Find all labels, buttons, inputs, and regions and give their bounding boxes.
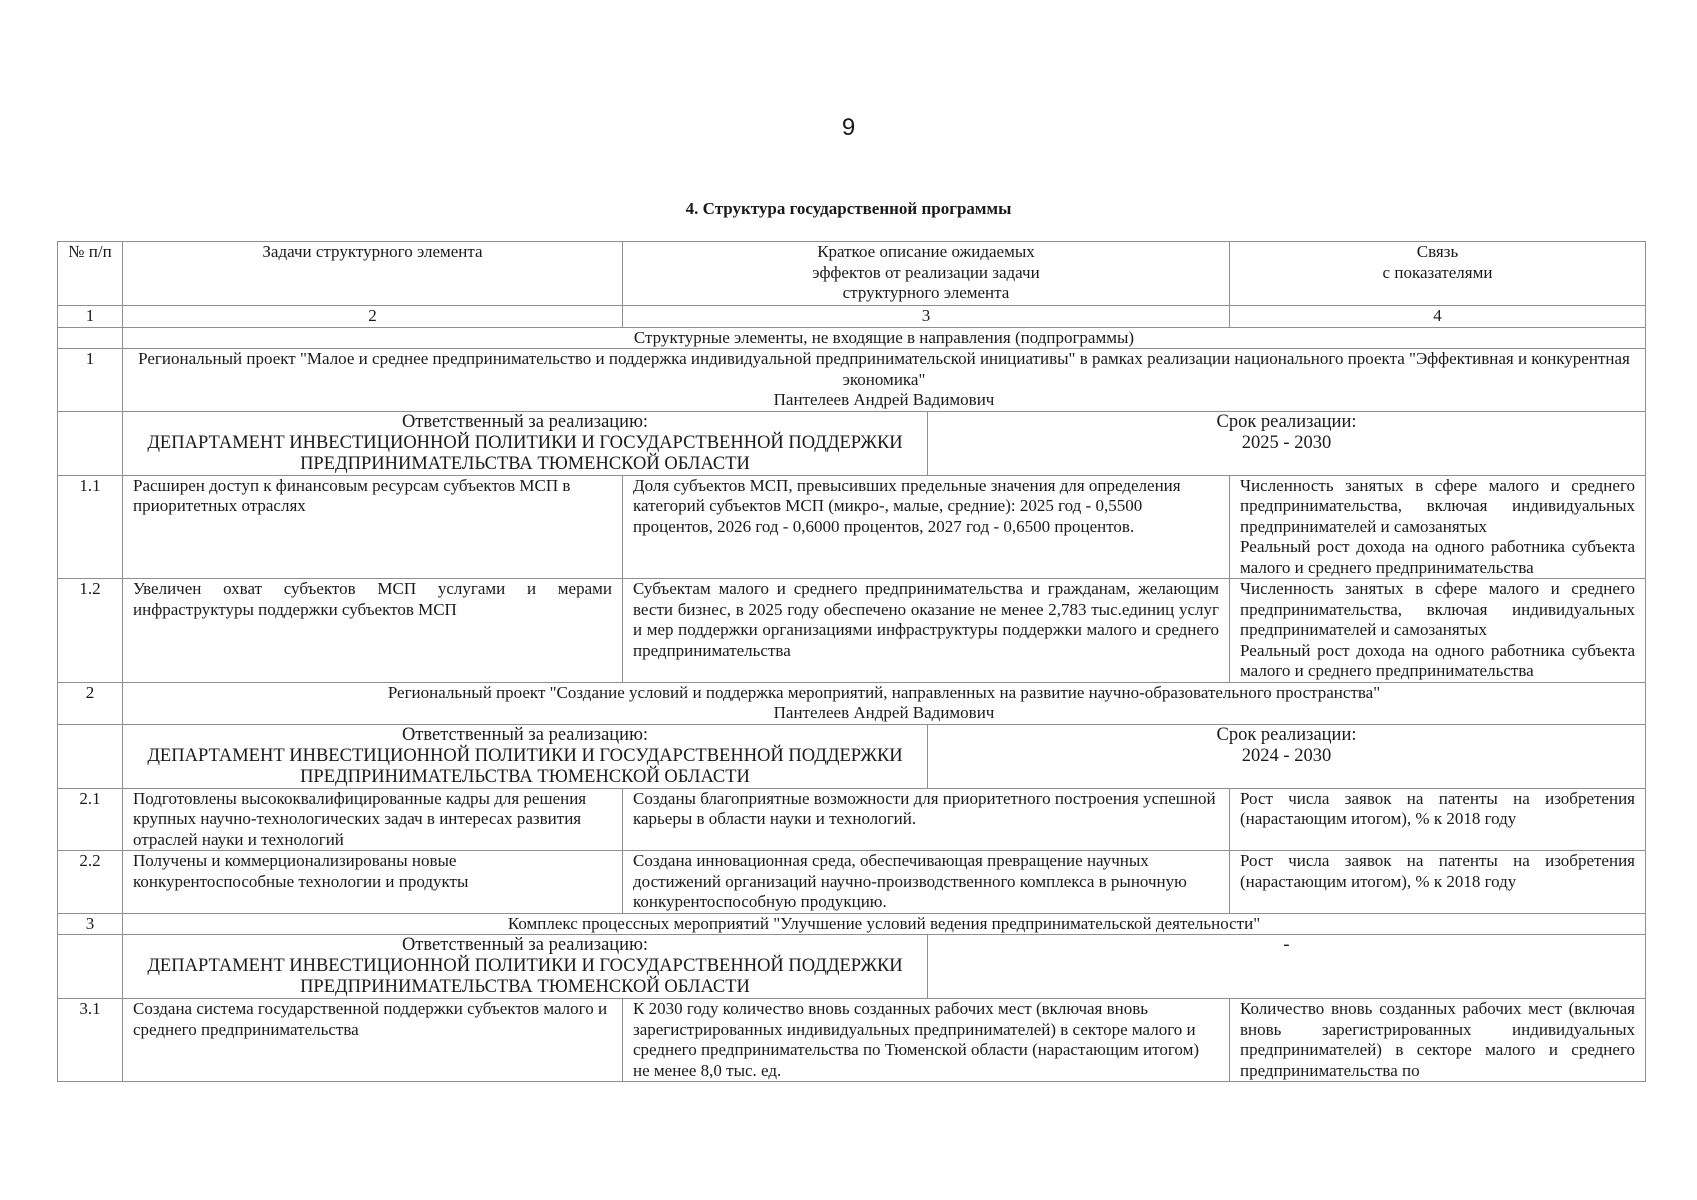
task-row xyxy=(58,788,1646,851)
task-row xyxy=(58,851,1646,914)
page-number: 9 xyxy=(841,114,856,141)
task-description: Расширен доступ к финансовым ресурсам субъектов МСП в приоритетных отраслях xyxy=(123,475,623,579)
empty-cell xyxy=(58,327,123,349)
indicator-cell xyxy=(1230,475,1646,579)
project-header-row xyxy=(58,913,1646,935)
project-header-row xyxy=(58,349,1646,412)
responsible-cell xyxy=(123,935,928,999)
header-col-effect xyxy=(623,242,1230,306)
project-title-cell xyxy=(123,682,1646,724)
task-description: Получены и коммерционализированы новые конкурентоспособные технологии и продукты xyxy=(123,851,623,914)
task-number: 3.1 xyxy=(58,999,123,1082)
project-title-cell xyxy=(123,913,1646,935)
responsible-cell xyxy=(123,724,928,788)
responsible-cell xyxy=(123,411,928,475)
project-title: Региональный проект "Создание условий и поддержка мероприятий, направленных на развитие научно-образовательного пространства" xyxy=(387,682,1381,702)
indicator-text: Реальный рост дохода на одного работника субъекта малого и среднего предпринимательства xyxy=(1240,537,1635,577)
task-row xyxy=(58,579,1646,683)
column-number: 3 xyxy=(623,306,1230,328)
responsible-department: ДЕПАРТАМЕНТ ИНВЕСТИЦИОННОЙ ПОЛИТИКИ И ГОСУДАРСТВЕННОЙ ПОДДЕРЖКИ xyxy=(147,432,903,453)
header-col-number: № п/п xyxy=(58,242,123,306)
project-title: Региональный проект "Малое и среднее предпринимательство и поддержка индивидуальной предпринимательской инициативы" в рамках реализации национального проекта "Эффективная и конкурентная экономика" xyxy=(138,349,1630,389)
task-row xyxy=(58,999,1646,1082)
term-label: Срок реализации: xyxy=(1216,411,1357,432)
project-lead: Пантелеев Андрей Вадимович xyxy=(773,703,995,722)
responsible-department: ПРЕДПРИНИМАТЕЛЬСТВА ТЮМЕНСКОЙ ОБЛАСТИ xyxy=(300,766,750,787)
responsible-row xyxy=(58,411,1646,475)
indicator-cell xyxy=(1230,999,1646,1082)
term-cell xyxy=(928,411,1646,475)
header-col-effect-line: Краткое описание ожидаемых xyxy=(817,242,1035,261)
responsible-department: ПРЕДПРИНИМАТЕЛЬСТВА ТЮМЕНСКОЙ ОБЛАСТИ xyxy=(300,453,750,474)
indicator-text: Количество вновь созданных рабочих мест (включая вновь зарегистрированных индивидуальных предпринимателей) в секторе малого и среднего предпринимательства по xyxy=(1240,999,1635,1080)
header-col-indicator xyxy=(1230,242,1646,306)
header-col-indicator-line: Связь xyxy=(1416,242,1459,261)
indicator-cell xyxy=(1230,788,1646,851)
project-number: 3 xyxy=(58,913,123,935)
effect-description: Созданы благоприятные возможности для приоритетного построения успешной карьеры в области науки и технологий. xyxy=(623,788,1230,851)
responsible-department: ДЕПАРТАМЕНТ ИНВЕСТИЦИОННОЙ ПОЛИТИКИ И ГОСУДАРСТВЕННОЙ ПОДДЕРЖКИ xyxy=(147,745,903,766)
responsible-label: Ответственный за реализацию: xyxy=(401,411,649,432)
header-col-effect-line: эффектов от реализации задачи xyxy=(812,262,1040,282)
indicator-text: Численность занятых в сфере малого и среднего предпринимательства, включая индивидуальных предпринимателей и самозанятых xyxy=(1240,579,1635,639)
effect-description: Субъектам малого и среднего предпринимательства и гражданам, желающим вести бизнес, в 2025 году обеспечено оказание не менее 2,783 тыс.единиц услуг и мер поддержки организациями инфраструктуры поддержки малого и среднего предпринимательства xyxy=(623,579,1230,683)
term-value: 2024 - 2030 xyxy=(1241,745,1332,766)
task-description: Увеличен охват субъектов МСП услугами и мерами инфраструктуры поддержки субъектов МСП xyxy=(123,579,623,683)
indicator-text: Рост числа заявок на патенты на изобретения (нарастающим итогом), % к 2018 году xyxy=(1240,851,1635,891)
empty-cell xyxy=(58,724,123,788)
task-number: 1.2 xyxy=(58,579,123,683)
indicator-cell xyxy=(1230,851,1646,914)
effect-description: Создана инновационная среда, обеспечивающая превращение научных достижений организаций научно-производственного комплекса в рыночную конкурентоспособную продукцию. xyxy=(623,851,1230,914)
project-number: 2 xyxy=(58,682,123,724)
term-cell xyxy=(928,724,1646,788)
project-title: Комплекс процессных мероприятий "Улучшение условий ведения предпринимательской деятельности" xyxy=(507,913,1261,933)
project-header-row xyxy=(58,682,1646,724)
task-number: 1.1 xyxy=(58,475,123,579)
term-label: Срок реализации: xyxy=(1216,724,1357,745)
responsible-label: Ответственный за реализацию: xyxy=(401,935,649,955)
indicator-text: Реальный рост дохода на одного работника субъекта малого и среднего предпринимательства xyxy=(1240,640,1635,680)
empty-cell xyxy=(58,411,123,475)
section-header: Структурные элементы, не входящие в направления (подпрограммы) xyxy=(123,327,1646,349)
document-title: 4. Структура государственной программы xyxy=(685,199,1012,218)
responsible-label: Ответственный за реализацию: xyxy=(401,724,649,745)
term-cell xyxy=(928,935,1646,999)
task-row xyxy=(58,475,1646,579)
effect-description: К 2030 году количество вновь созданных рабочих мест (включая вновь зарегистрированных индивидуальных предпринимателей) в секторе малого и среднего предпринимательства по Тюменской области (нарастающим итогом) не менее 8,0 тыс. ед. xyxy=(623,999,1230,1082)
section-header-row xyxy=(58,327,1646,349)
task-number: 2.2 xyxy=(58,851,123,914)
program-structure-table xyxy=(57,241,1646,1082)
task-description: Подготовлены высококвалифицированные кадры для решения крупных научно-технологических задач в интересах развития отраслей науки и технологий xyxy=(123,788,623,851)
column-number-row xyxy=(58,306,1646,328)
responsible-department: ДЕПАРТАМЕНТ ИНВЕСТИЦИОННОЙ ПОЛИТИКИ И ГОСУДАРСТВЕННОЙ ПОДДЕРЖКИ xyxy=(147,956,903,976)
responsible-department: ПРЕДПРИНИМАТЕЛЬСТВА ТЮМЕНСКОЙ ОБЛАСТИ xyxy=(300,977,750,997)
responsible-row xyxy=(58,724,1646,788)
header-col-indicator-line: с показателями xyxy=(1382,262,1493,282)
responsible-row xyxy=(58,935,1646,999)
effect-description: Доля субъектов МСП, превысивших предельные значения для определения категорий субъектов МСП (микро-, малые, средние): 2025 год - 0,5500 процентов, 2026 год - 0,6000 процентов, 2027 год - 0,6500 процентов. xyxy=(623,475,1230,579)
column-number: 1 xyxy=(58,306,123,328)
indicator-cell xyxy=(1230,579,1646,683)
header-col-task: Задачи структурного элемента xyxy=(123,242,623,306)
column-number: 4 xyxy=(1230,306,1646,328)
project-number: 1 xyxy=(58,349,123,412)
project-lead: Пантелеев Андрей Вадимович xyxy=(773,390,995,409)
header-col-effect-line: структурного элемента xyxy=(842,283,1010,302)
project-title-cell xyxy=(123,349,1646,412)
empty-cell xyxy=(58,935,123,999)
indicator-text: Рост числа заявок на патенты на изобретения (нарастающим итогом), % к 2018 году xyxy=(1240,788,1635,828)
term-value: - xyxy=(1283,935,1290,955)
column-number: 2 xyxy=(123,306,623,328)
table-header-row xyxy=(58,242,1646,306)
term-value: 2025 - 2030 xyxy=(1241,432,1332,453)
task-number: 2.1 xyxy=(58,788,123,851)
task-description: Создана система государственной поддержки субъектов малого и среднего предпринимательства xyxy=(123,999,623,1082)
indicator-text: Численность занятых в сфере малого и среднего предпринимательства, включая индивидуальных предпринимателей и самозанятых xyxy=(1240,475,1635,536)
